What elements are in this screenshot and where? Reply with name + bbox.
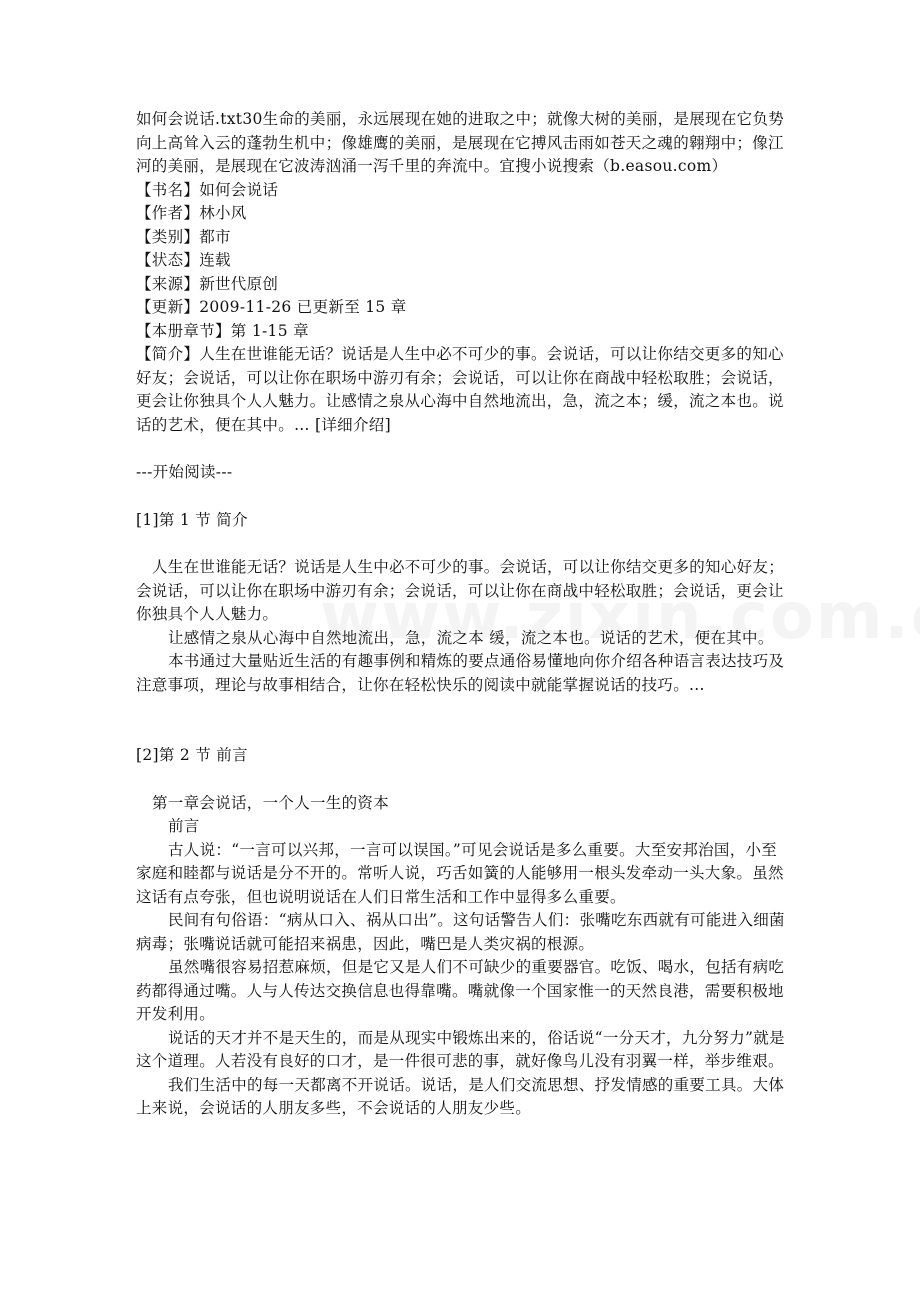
meta-source: 【来源】新世代原创 xyxy=(136,274,279,293)
section1-paragraph-3: 本书通过大量贴近生活的有趣事例和精炼的要点通俗易懂地向你介绍各种语言表达技巧及注意事项，理论与故事相结合，让你在轻松快乐的阅读中就能掌握说话的技巧。... xyxy=(136,652,785,694)
meta-book-name: 【书名】如何会说话 xyxy=(136,180,279,199)
section2-paragraph-3: 虽然嘴很容易招惹麻烦，但是它又是人们不可缺少的重要器官。吃饭、喝水，包括有病吃药都得通过嘴。人与人传达交换信息也得靠嘴。嘴就像一个国家惟一的天然良港，需要积极地开发利用。 xyxy=(136,958,785,1023)
section1-paragraph-2: 让感情之泉从心海中自然地流出，急，流之本 缓，流之本也。说话的艺术，便在其中。 xyxy=(168,628,774,647)
meta-chapters: 【本册章节】第 1-15 章 xyxy=(136,321,309,340)
section2-paragraph-2: 民间有句俗语：“病从口入、祸从口出”。这句话警告人们：张嘴吃东西就有可能进入细菌病毒；张嘴说话就可能招来祸患，因此，嘴巴是人类灾祸的根源。 xyxy=(136,911,785,953)
meta-status: 【状态】连载 xyxy=(136,251,231,269)
chapter-title: 第一章会说话，一个人一生的资本 xyxy=(152,793,390,812)
section-heading-2: [2]第 2 节 前言 xyxy=(136,746,248,764)
meta-summary xyxy=(136,343,788,437)
section-heading-1: [1]第 1 节 简介 xyxy=(136,510,248,529)
meta-category: 【类别】都市 xyxy=(136,227,231,246)
meta-summary-text: 【简介】人生在世谁能无话？说话是人生中必不可少的事。会说话，可以让你结交更多的知心好友；会说话，可以让你在职场中游刃有余；会说话，可以让你在商战中轻松取胜；会说话，更会让你独具个人人魅力。让感情之泉从心海中自然地流出，急，流之本；缓，流之本也。说话的艺术，便在其中。… xyxy=(136,345,784,434)
detail-link[interactable]: [详细介绍] xyxy=(315,415,391,434)
intro-paragraph: 如何会说话.txt30生命的美丽，永远展现在她的进取之中；就像大树的美丽，是展现在它负势向上高耸入云的蓬勃生机中；像雄鹰的美丽，是展现在它搏风击雨如苍天之魂的翱翔中；像江河的美丽，是展现在它波涛汹涌一泻千里的奔流中。宜搜小说搜索（b.easou.com） xyxy=(136,110,785,175)
section2-paragraph-4: 说话的天才并不是天生的，而是从现实中锻炼出来的，俗话说“一分天才，九分努力”就是这个道理。人若没有良好的口才，是一件很可悲的事，就好像鸟儿没有羽翼一样，举步维艰。 xyxy=(136,1028,785,1070)
section2-paragraph-1: 古人说：“一言可以兴邦，一言可以误国。”可见会说话是多么重要。大至安邦治国，小至家庭和睦都与说话是分不开的。常听人说，巧舌如簧的人能够用一根头发牵动一头大象。虽然这话有点夸张，但也说明说话在人们日常生活和工作中显得多么重要。 xyxy=(136,840,784,906)
preface-title: 前言 xyxy=(168,817,200,835)
meta-author: 【作者】林小风 xyxy=(136,204,247,222)
start-reading-divider: ---开始阅读--- xyxy=(136,463,233,481)
meta-update: 【更新】2009-11-26 已更新至 15 章 xyxy=(136,298,407,316)
section1-paragraph-1: 人生在世谁能无话？说话是人生中必不可少的事。会说话，可以让你结交更多的知心好友；会说话，可以让你在职场中游刃有余；会说话，可以让你在商战中轻松取胜；会说话，更会让你独具个人人魅力。 xyxy=(136,558,785,623)
section2-paragraph-5: 我们生活中的每一天都离不开说话。说话，是人们交流思想、抒发情感的重要工具。大体上来说，会说话的人朋友多些，不会说话的人朋友少些。 xyxy=(136,1075,785,1117)
document-body xyxy=(136,108,788,1121)
